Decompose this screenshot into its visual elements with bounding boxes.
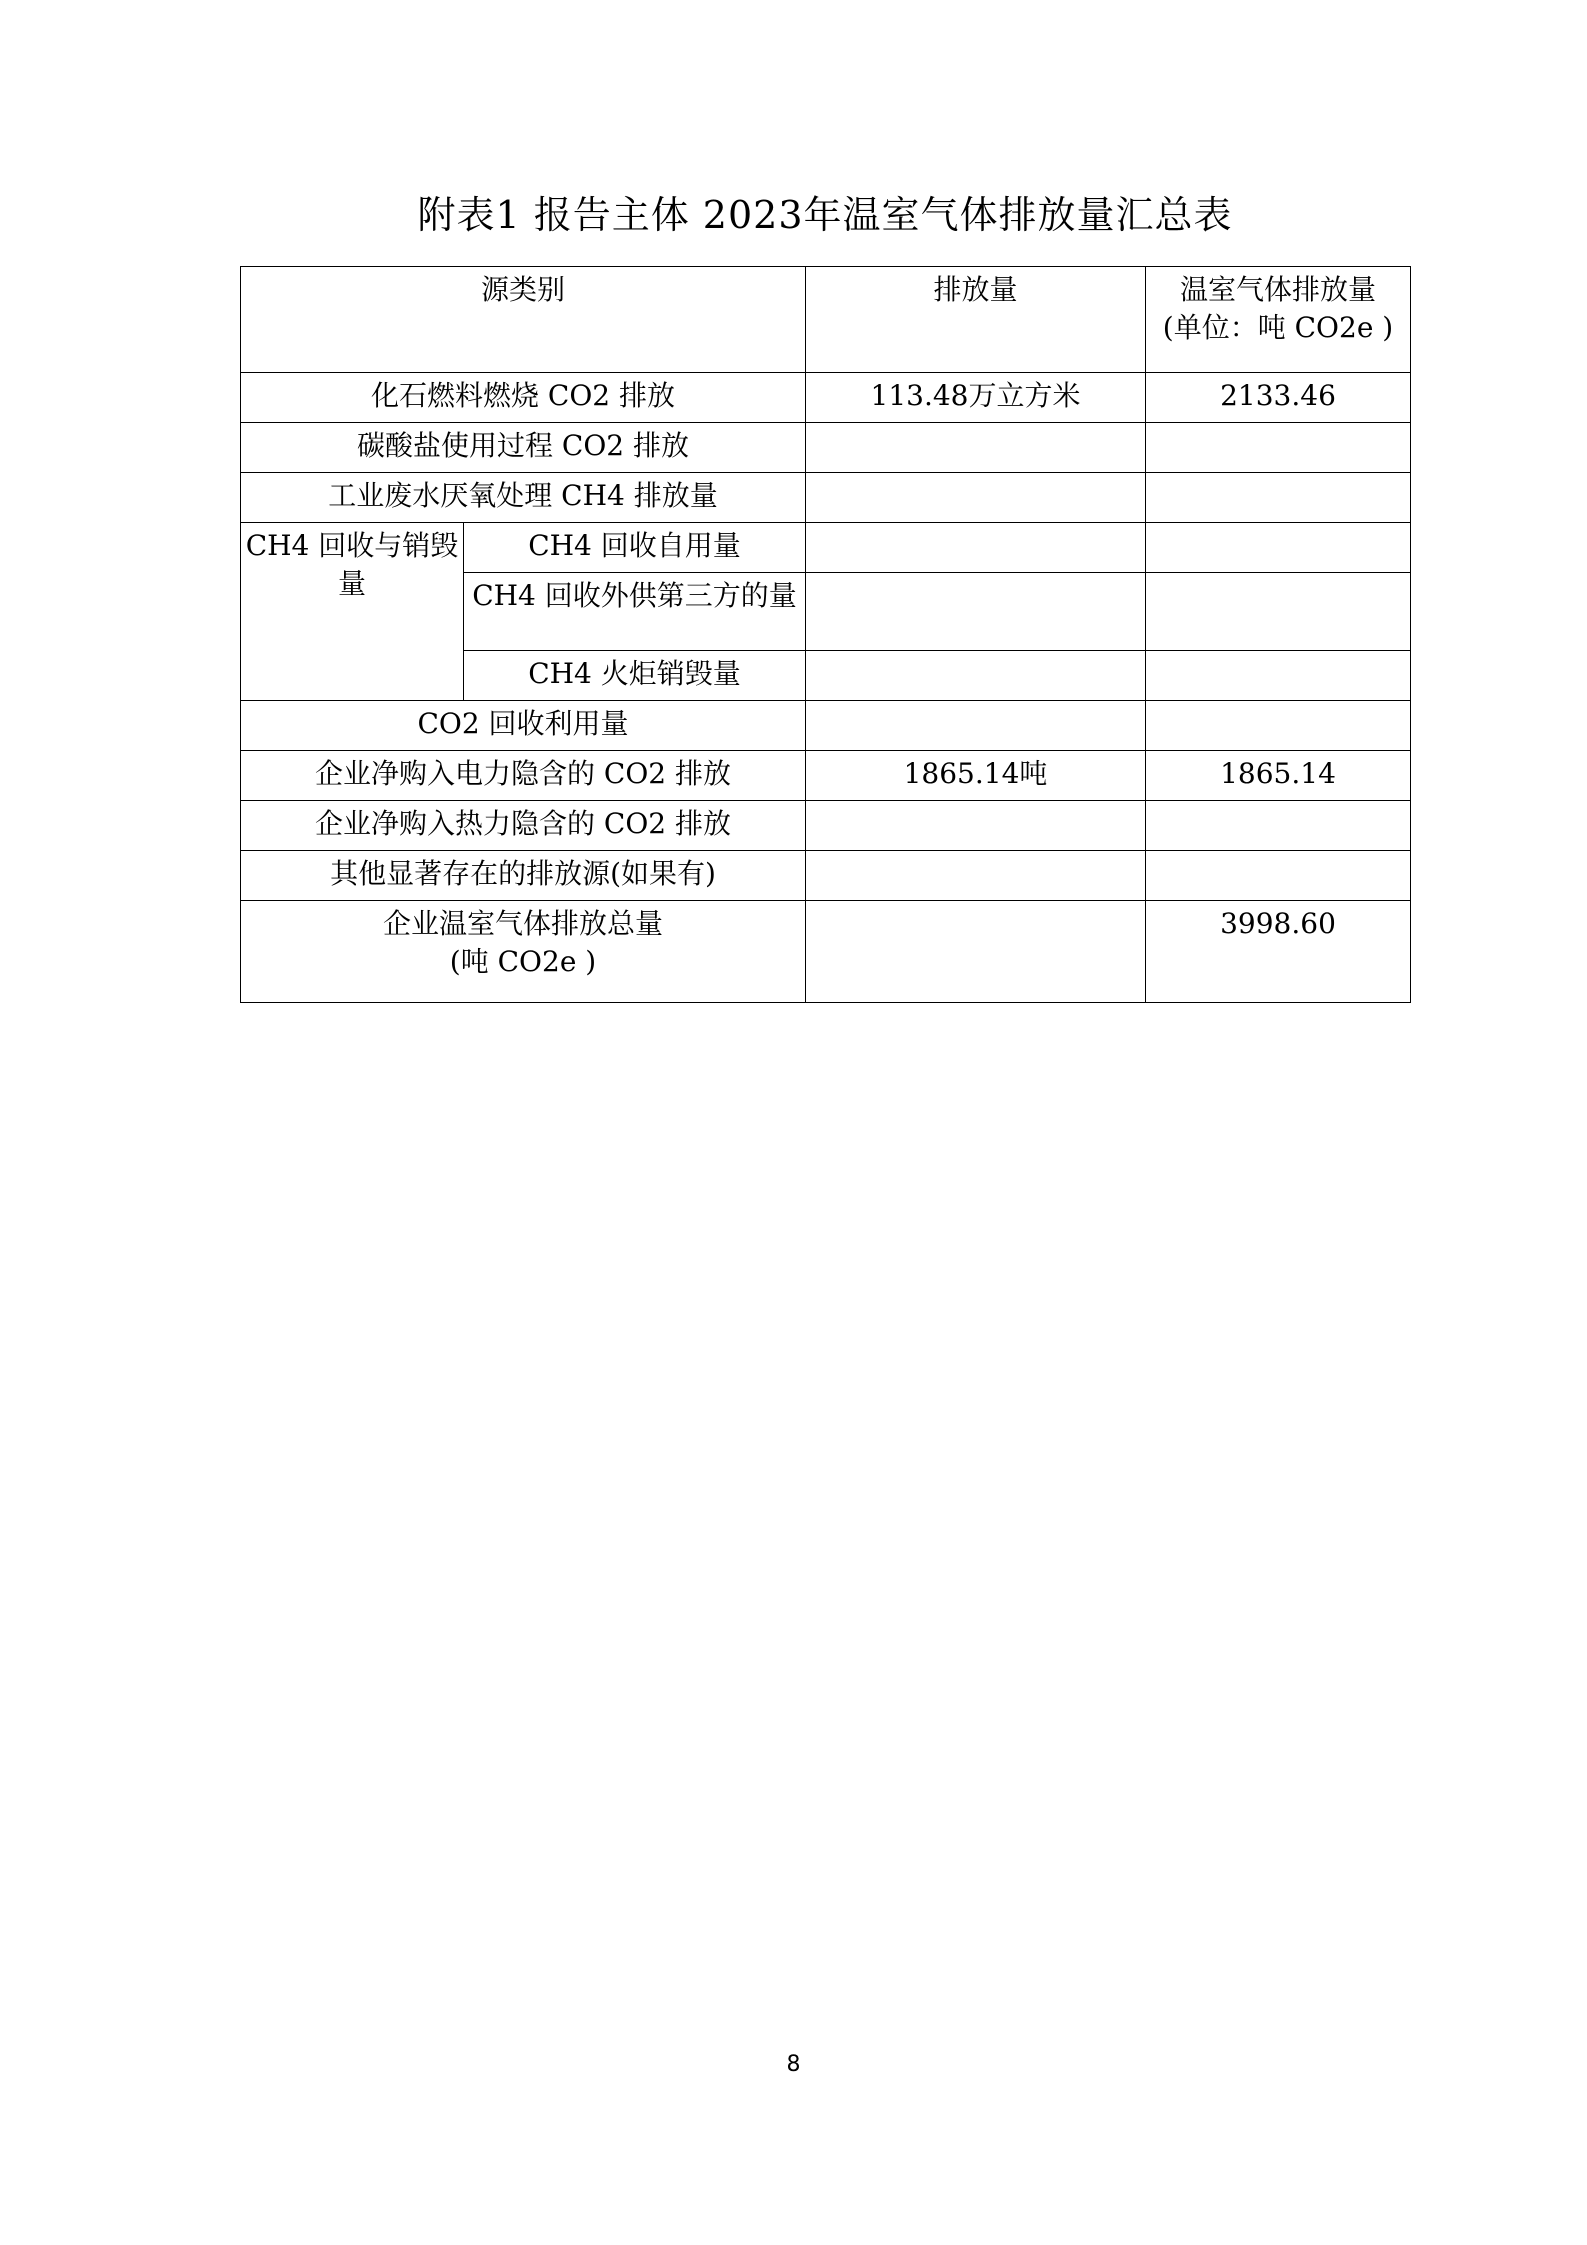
row-ghg-heat <box>1146 801 1411 851</box>
row-ghg-electricity: 1865.14 <box>1146 751 1411 801</box>
row-ghg-ch4-flare <box>1146 651 1411 701</box>
row-label-wastewater: 工业废水厌氧处理 CH4 排放量 <box>241 473 806 523</box>
row-label-ch4-external-supply: CH4 回收外供第三方的量 <box>464 573 806 651</box>
row-ghg-wastewater <box>1146 473 1411 523</box>
table-row <box>241 473 1411 523</box>
header-emission-amount: 排放量 <box>806 267 1146 373</box>
row-label-ch4-self-use: CH4 回收自用量 <box>464 523 806 573</box>
row-label-heat: 企业净购入热力隐含的 CO2 排放 <box>241 801 806 851</box>
row-label-ch4-group: CH4 回收与销毁 量 <box>241 523 464 701</box>
row-amount-electricity: 1865.14吨 <box>806 751 1146 801</box>
row-ghg-other <box>1146 851 1411 901</box>
table-header-row <box>241 267 1411 373</box>
table-row <box>241 801 1411 851</box>
row-label-ch4-flare: CH4 火炬销毁量 <box>464 651 806 701</box>
row-amount-ch4-self-use <box>806 523 1146 573</box>
row-ghg-fossil-fuel: 2133.46 <box>1146 373 1411 423</box>
row-amount-co2-recovery <box>806 701 1146 751</box>
row-amount-fossil-fuel: 113.48万立方米 <box>806 373 1146 423</box>
table-row <box>241 423 1411 473</box>
total-label-line1: 企业温室气体排放总量 <box>383 907 664 940</box>
header-ghg-emission <box>1146 267 1411 373</box>
ghg-summary-table <box>240 266 1411 1003</box>
row-label-other: 其他显著存在的排放源(如果有) <box>241 851 806 901</box>
page-number: 8 <box>786 2052 801 2077</box>
total-label-line2: (吨 CO2e ) <box>449 945 597 978</box>
row-amount-wastewater <box>806 473 1146 523</box>
row-ghg-co2-recovery <box>1146 701 1411 751</box>
row-ghg-ch4-external-supply <box>1146 573 1411 651</box>
row-label-co2-recovery: CO2 回收利用量 <box>241 701 806 751</box>
document-title: 附表1 报告主体 2023年温室气体排放量汇总表 <box>417 193 1233 237</box>
header-source-category: 源类别 <box>241 267 806 373</box>
row-label-electricity: 企业净购入电力隐含的 CO2 排放 <box>241 751 806 801</box>
row-amount-ch4-flare <box>806 651 1146 701</box>
header-ghg-line1: 温室气体排放量 <box>1180 273 1377 306</box>
row-label-carbonate: 碳酸盐使用过程 CO2 排放 <box>241 423 806 473</box>
table-row <box>241 701 1411 751</box>
header-ghg-line2: (单位：吨 CO2e ) <box>1162 311 1394 344</box>
table-row <box>241 523 1411 573</box>
table-row <box>241 851 1411 901</box>
row-ghg-total: 3998.60 <box>1146 901 1411 1003</box>
table-row <box>241 373 1411 423</box>
table-row <box>241 751 1411 801</box>
row-amount-heat <box>806 801 1146 851</box>
row-label-fossil-fuel: 化石燃料燃烧 CO2 排放 <box>241 373 806 423</box>
row-amount-carbonate <box>806 423 1146 473</box>
table-total-row <box>241 901 1411 1003</box>
row-amount-ch4-external-supply <box>806 573 1146 651</box>
row-amount-other <box>806 851 1146 901</box>
row-ghg-ch4-self-use <box>1146 523 1411 573</box>
row-label-total <box>241 901 806 1003</box>
row-ghg-carbonate <box>1146 423 1411 473</box>
row-amount-total <box>806 901 1146 1003</box>
